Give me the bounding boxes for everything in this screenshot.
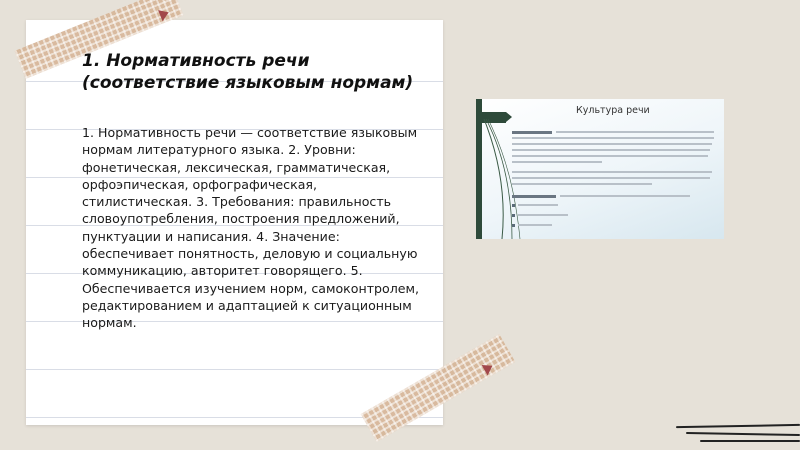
slide-text-line bbox=[512, 177, 710, 179]
slide-title: Культура речи bbox=[576, 105, 650, 116]
decorative-stroke bbox=[700, 440, 800, 442]
slide-text-line bbox=[512, 131, 552, 134]
decorative-stroke bbox=[676, 424, 800, 428]
note-body: 1. Нормативность речи — соответствие языковым нормам литературного языка. 2. Уровни: фонетическая, лексическая, грамматическая, орфоэпическая, орфографическая, стилистическая. 3. Требования: правильность словоупотребления, построения предложений, пунктуации и написания. 4. Значение: обеспечивает понятность, деловую и социальную коммуникацию, авторитет говорящего. 5. Обеспечивается изучением норм, самоконтролем, редактированием и адаптацией к ситуационным нормам. bbox=[82, 125, 420, 331]
slide-decorative-curves bbox=[482, 99, 522, 239]
slide-text-line bbox=[512, 161, 602, 163]
slide-text-line bbox=[518, 204, 558, 206]
slide-text-line bbox=[512, 155, 708, 157]
slide-text-line bbox=[512, 195, 556, 198]
note-title: 1. Нормативность речи (соответствие языковым нормам) bbox=[82, 51, 414, 93]
slide-text-line bbox=[512, 183, 652, 185]
decorative-stroke bbox=[686, 432, 800, 436]
slide-text-line bbox=[512, 143, 712, 145]
slide-text-line bbox=[518, 214, 568, 216]
slide-text-line bbox=[512, 171, 712, 173]
slide-text-line bbox=[518, 224, 552, 226]
slide-bullet bbox=[512, 204, 515, 207]
slide-text-line bbox=[556, 131, 714, 133]
slide-thumbnail bbox=[476, 99, 724, 239]
slide-text-line bbox=[560, 195, 690, 197]
slide-text-line bbox=[512, 137, 714, 139]
slide-bullet bbox=[512, 214, 515, 217]
slide-bullet bbox=[512, 224, 515, 227]
slide-text-line bbox=[512, 149, 710, 151]
